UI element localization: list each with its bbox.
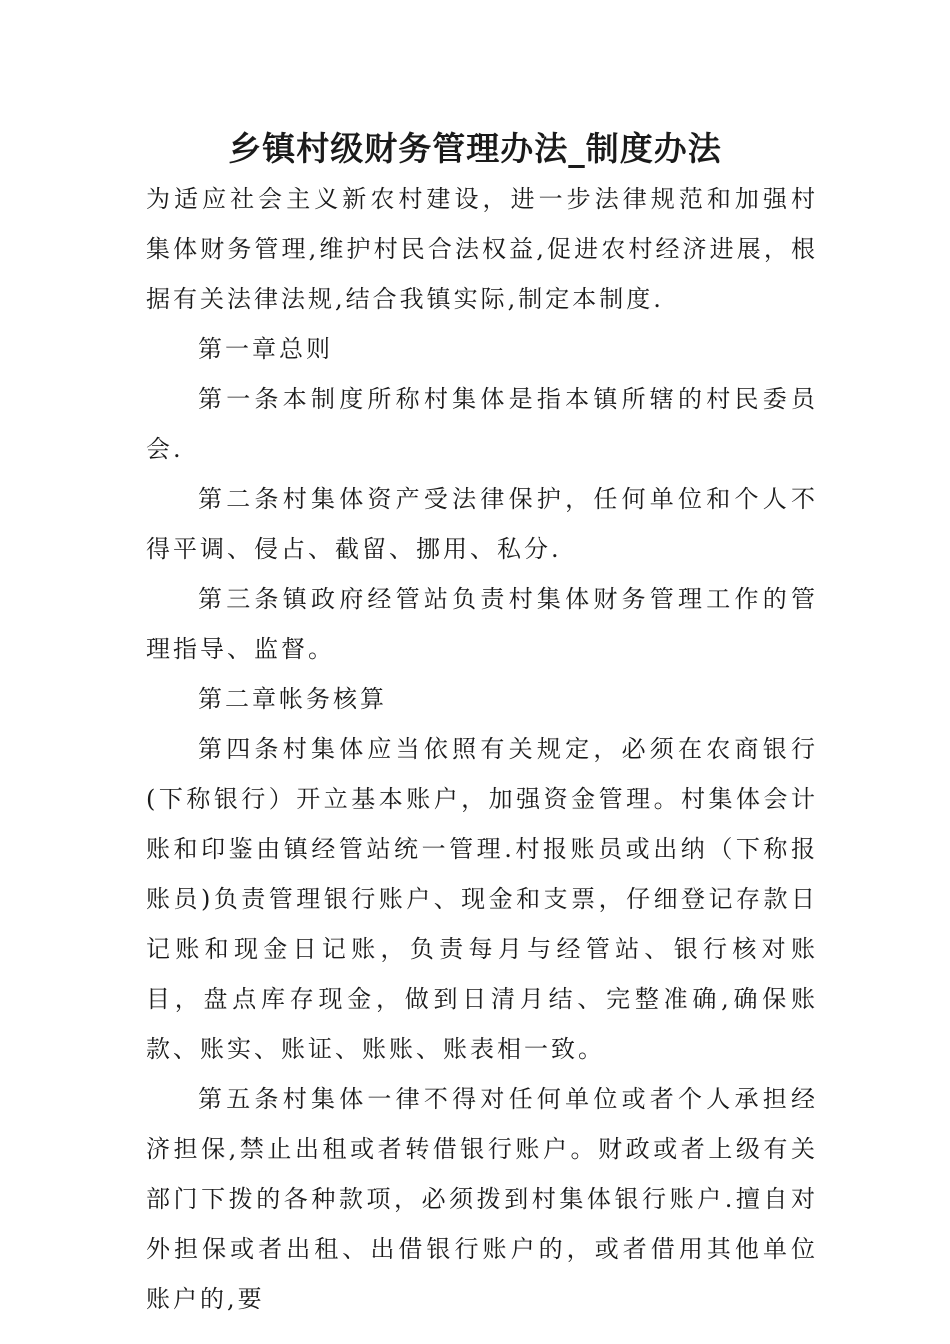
article-3-paragraph: 第三条镇政府经管站负责村集体财务管理工作的管理指导、监督。 (146, 585, 818, 663)
article-5-paragraph: 第五条村集体一律不得对任何单位或者个人承担经济担保,禁止出租或者转借银行账户。财政或者上级有关部门下拨的各种款项，必须拨到村集体银行账户.擅自对外担保或者出租、出借银行账户的，或者借用其他单位账户的,要 (146, 1085, 818, 1313)
intro-paragraph: 为适应社会主义新农村建设，进一步法律规范和加强村集体财务管理,维护村民合法权益,促进农村经济进展，根据有关法律法规,结合我镇实际,制定本制度. (146, 185, 818, 313)
chapter-heading-accounting: 第二章帐务核算 (198, 685, 387, 713)
document-body (146, 174, 818, 1324)
document-title: 乡镇村级财务管理办法_制度办法 (228, 129, 722, 168)
article-2-paragraph: 第二条村集体资产受法律保护，任何单位和个人不得平调、侵占、截留、挪用、私分. (146, 485, 818, 563)
article-4-paragraph: 第四条村集体应当依照有关规定，必须在农商银行(下称银行）开立基本账户，加强资金管理。村集体会计账和印鉴由镇经管站统一管理.村报账员或出纳（下称报账员)负责管理银行账户、现金和支票，仔细登记存款日记账和现金日记账，负责每月与经管站、银行核对账目，盘点库存现金，做到日清月结、完整准确,确保账款、账实、账证、账账、账表相一致。 (146, 735, 818, 1063)
article-1-paragraph: 第一条本制度所称村集体是指本镇所辖的村民委员会. (146, 385, 818, 463)
chapter-heading-general: 第一章总则 (198, 335, 333, 363)
